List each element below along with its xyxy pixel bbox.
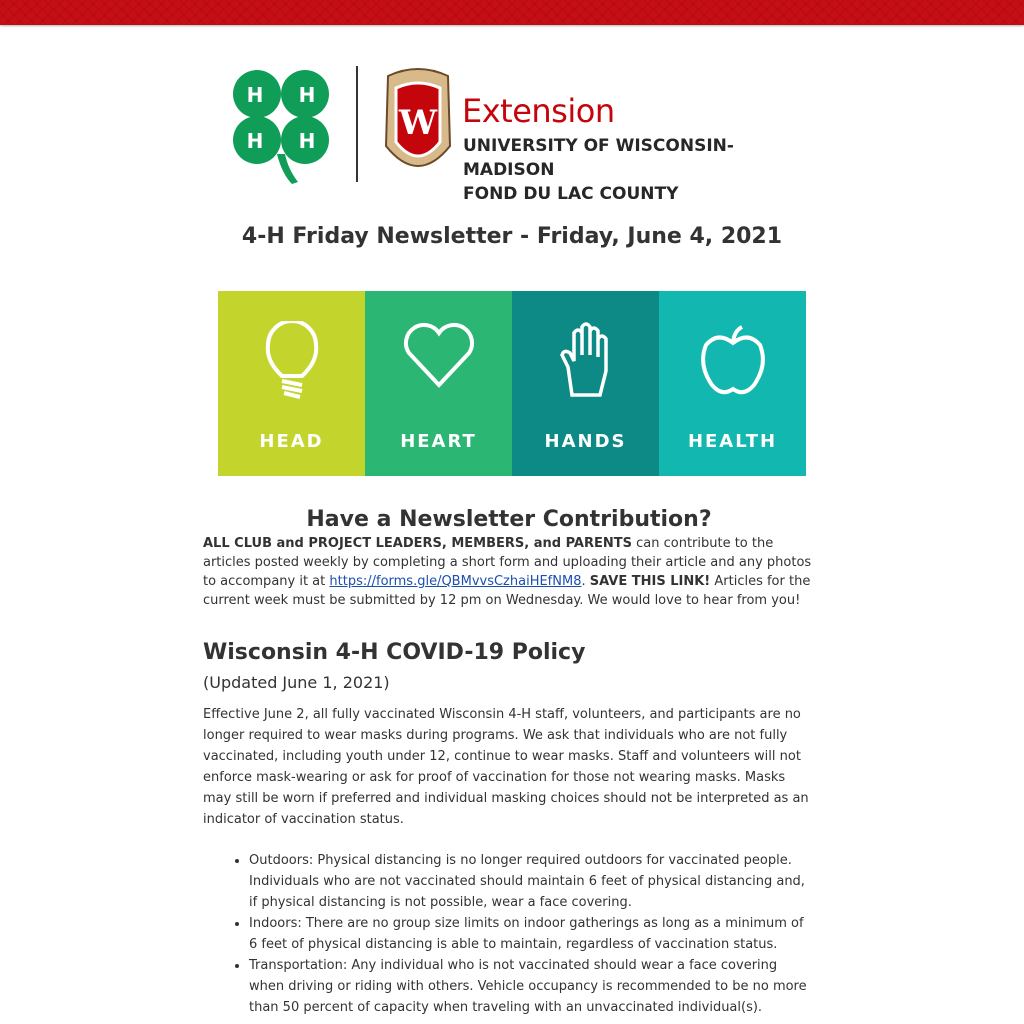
tile-head — [218, 291, 365, 476]
header-logo — [222, 62, 802, 204]
contribution-form-link[interactable]: https://forms.gle/QBMvvsCzhaiHEfNM8 — [329, 574, 582, 589]
university-line: UNIVERSITY OF WISCONSIN-MADISON — [463, 136, 734, 180]
tile-label: HEAD — [259, 431, 324, 452]
contribution-text: can contribute to the articles posted weekly by completing a short form and uploading their article and any photos to accompany it at — [203, 536, 812, 589]
contribution-text: Articles for the current week must be submitted by 12 pm on Wednesday. We would love to hear from you! — [203, 574, 811, 608]
covid-updated: (Updated June 1, 2021) — [203, 673, 390, 692]
covid-body: Effective June 2, all fully vaccinated Wisconsin 4-H staff, volunteers, and participants are no longer required to wear masks during programs. We ask that individuals who are not fully vaccinated, including youth under 12, continue to wear masks. Staff and volunteers will not enforce mask-wearing or ask for proof of vaccination for those not wearing masks. Masks may still be worn if preferred and individual masking choices should not be interpreted as an indicator of vaccination status. — [203, 707, 809, 827]
extension-wordmark: Extension — [462, 92, 615, 130]
covid-heading: Wisconsin 4-H COVID-19 Policy — [203, 640, 586, 665]
logo-divider — [356, 66, 358, 182]
4h-clover-icon — [222, 64, 340, 184]
hand-icon — [558, 321, 614, 401]
contribution-paragraph — [203, 534, 815, 610]
svg-text:H: H — [298, 129, 316, 153]
tile-health — [659, 291, 806, 476]
contribution-text: . — [581, 574, 590, 589]
contribution-bold-audience: ALL CLUB and PROJECT LEADERS, MEMBERS, and PARENTS — [203, 536, 632, 551]
newsletter-title: 4-H Friday Newsletter - Friday, June 4, 2021 — [241, 224, 783, 249]
heart-icon — [403, 321, 475, 391]
save-link-notice: SAVE THIS LINK! — [589, 574, 711, 589]
tile-label: HEART — [400, 431, 477, 452]
uw-crest-icon — [380, 66, 456, 184]
county-line: FOND DU LAC COUNTY — [463, 184, 679, 204]
four-h-banner — [218, 291, 806, 476]
tile-hands — [512, 291, 659, 476]
list-item: • Indoors: There are no group size limits on indoor gatherings as long as a minimum of 6 feet of physical distancing is able to maintain, regardless of vaccination status. — [249, 913, 815, 955]
covid-bullets — [203, 850, 815, 1018]
list-item: • Transportation: Any individual who is not vaccinated should wear a face covering when driving or riding with others. Vehicle occupancy is recommended to be no more than 50 percent of capacity when traveling with an unvaccinated individual(s). — [249, 955, 815, 1018]
tile-label: HEALTH — [687, 431, 778, 452]
contribution-heading: Have a Newsletter Contribution? — [306, 507, 712, 532]
lightbulb-icon — [262, 321, 322, 401]
apple-icon — [698, 321, 768, 397]
svg-text:H: H — [246, 83, 264, 107]
tile-label: HANDS — [544, 431, 627, 452]
university-name — [463, 134, 802, 206]
list-item: • Outdoors: Physical distancing is no longer required outdoors for vaccinated people. Individuals who are not vaccinated should maintain 6 feet of physical distancing and, if physical distancing is not possible, wear a face covering. — [249, 850, 815, 913]
tile-heart — [365, 291, 512, 476]
svg-text:H: H — [298, 83, 316, 107]
svg-text:H: H — [246, 129, 264, 153]
svg-text:W: W — [398, 103, 438, 143]
top-banner-bar — [0, 0, 1024, 25]
newsletter-content — [203, 506, 815, 1018]
